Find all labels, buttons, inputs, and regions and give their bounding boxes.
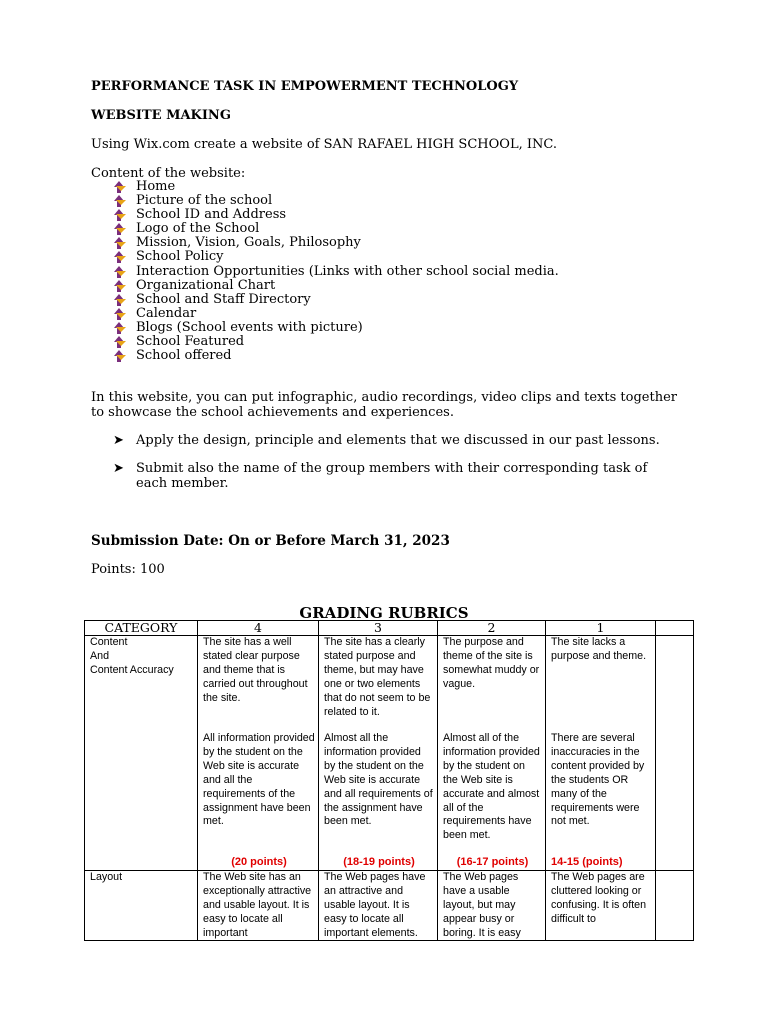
list-item: School and Staff Directory <box>113 293 559 307</box>
table-row <box>85 636 694 871</box>
header-score-3: 3 <box>319 621 438 636</box>
table-header-row <box>85 621 694 636</box>
points-total: Points: 100 <box>91 562 165 577</box>
arrow-list-item: ➤ Apply the design, principle and elements that we discussed in our past lessons. <box>113 433 660 448</box>
header-score-2: 2 <box>438 621 546 636</box>
arrow-bullet-icon <box>113 223 127 235</box>
instruction-text: Using Wix.com create a website of SAN RAFAEL HIGH SCHOOL, INC. <box>91 137 557 152</box>
blank-cell <box>656 636 694 871</box>
arrow-bullet-icon <box>113 308 127 320</box>
intro-paragraph: In this website, you can put infographic, audio recordings, video clips and texts together to showcase the school achievements and experiences. <box>91 390 677 420</box>
list-item: Logo of the School <box>113 222 559 236</box>
list-item: Interaction Opportunities (Links with other school social media. <box>113 265 559 279</box>
arrow-bullet-icon <box>113 322 127 334</box>
arrow-bullet-icon <box>113 336 127 348</box>
content-list <box>113 180 559 363</box>
list-item: Blogs (School events with picture) <box>113 321 559 335</box>
arrow-bullet-icon <box>113 280 127 292</box>
category-cell: Content And Content Accuracy <box>85 636 198 871</box>
points-label: (16-17 points) <box>456 856 529 868</box>
arrow-bullet-icon <box>113 294 127 306</box>
arrow-bullet-icon <box>113 350 127 362</box>
list-item: School Featured <box>113 335 559 349</box>
rubric-cell: The Web site has an exceptionally attractive and usable layout. It is easy to locate all important <box>198 870 319 941</box>
arrow-bullet-icon <box>113 237 127 249</box>
list-item: Home <box>113 180 559 194</box>
rubric-title: GRADING RUBRICS <box>299 604 469 622</box>
rubric-cell: The Web pages have a usable layout, but may appear busy or boring. It is easy <box>438 870 546 941</box>
arrow-bullet-icon <box>113 195 127 207</box>
list-item: Calendar <box>113 307 559 321</box>
list-item: Organizational Chart <box>113 279 559 293</box>
list-item: Mission, Vision, Goals, Philosophy <box>113 236 559 250</box>
points-label: 14-15 (points) <box>551 856 623 868</box>
rubric-cell: The site has a clearly stated purpose and theme, but may have one or two elements that do not seem to be related to it. Almost all the information provided by the student on the Web site is accurate and all requirements of the assignment have been met. (18-19 points) <box>319 636 438 871</box>
header-category: CATEGORY <box>85 621 198 636</box>
blank-cell <box>656 870 694 941</box>
points-label: (20 points) <box>231 856 287 868</box>
table-row <box>85 870 694 941</box>
rubric-table <box>84 620 694 941</box>
category-cell: Layout <box>85 870 198 941</box>
rubric-cell: The site has a well stated clear purpose and theme that is carried out throughout the site. All information provided by the student on the Web site is accurate and all the requirements of the assignment have been met. (20 points) <box>198 636 319 871</box>
points-label: (18-19 points) <box>343 856 415 868</box>
submission-date: Submission Date: On or Before March 31, 2023 <box>91 533 450 549</box>
rubric-cell: The site lacks a purpose and theme. There are several inaccuracies in the content provided by the students OR many of the requirements were not met. 14-15 (points) <box>546 636 656 871</box>
arrowhead-bullet-icon: ➤ <box>113 433 124 448</box>
header-score-1: 1 <box>546 621 656 636</box>
list-item: School ID and Address <box>113 208 559 222</box>
rubric-cell: The purpose and theme of the site is somewhat muddy or vague. Almost all of the information provided by the student on the Web site is accurate and almost all of the requirements have been met. (16-17 points) <box>438 636 546 871</box>
content-heading: Content of the website: <box>91 166 246 181</box>
rubric-cell: The Web pages are cluttered looking or confusing. It is often difficult to <box>546 870 656 941</box>
list-item: School offered <box>113 349 559 363</box>
header-blank <box>656 621 694 636</box>
list-item: Picture of the school <box>113 194 559 208</box>
document-subtitle: WEBSITE MAKING <box>91 108 231 123</box>
list-item: School Policy <box>113 250 559 264</box>
rubric-cell: The Web pages have an attractive and usable layout. It is easy to locate all important elements. <box>319 870 438 941</box>
arrow-bullet-icon <box>113 266 127 278</box>
header-score-4: 4 <box>198 621 319 636</box>
arrowhead-bullet-icon: ➤ <box>113 461 124 476</box>
arrow-bullet-icon <box>113 181 127 193</box>
arrow-bullet-icon <box>113 251 127 263</box>
arrow-list-item: ➤ Submit also the name of the group members with their corresponding task of each member. <box>113 461 648 491</box>
arrow-bullet-icon <box>113 209 127 221</box>
document-title: PERFORMANCE TASK IN EMPOWERMENT TECHNOLOGY <box>91 79 519 94</box>
